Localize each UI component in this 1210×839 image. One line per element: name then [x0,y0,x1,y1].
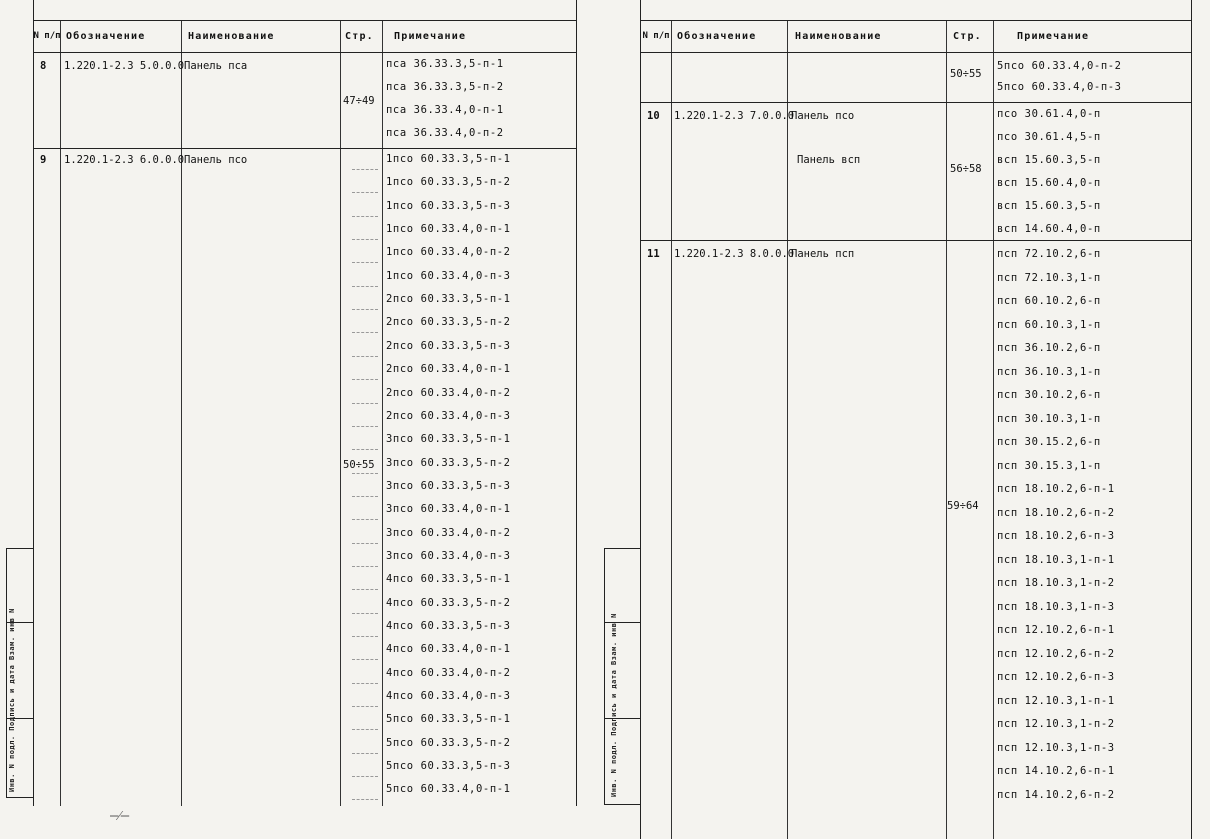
note-entry: псп 12.10.2,6-п-2 [997,647,1115,660]
note-entry: 4псо 60.33.3,5-п-1 [386,573,511,586]
dashed-separator [352,262,378,263]
row-designation: 1.220.1-2.3 7.0.0.0 [674,110,795,122]
row-name: Панель псо [791,110,855,122]
note-entry: псп 36.10.3,1-п [997,365,1101,378]
note-entry: 5псо 60.33.3,5-п-1 [386,713,511,726]
header-name: Наименование [795,30,882,42]
note-entry: псп 60.10.2,6-п [997,295,1101,307]
note-entry: псп 18.10.3,1-п-2 [997,577,1115,589]
dashed-separator [352,216,378,217]
note-entry: 1псо 60.33.4,0-п-3 [386,269,511,282]
note-entry: 5псо 60.33.4,0-п-1 [386,783,511,796]
dashed-separator [352,799,378,800]
note-entry: 4псо 60.33.3,5-п-3 [386,620,511,632]
row-name: Панель пса [184,60,248,72]
note-entry: 4псо 60.33.4,0-п-3 [386,690,511,703]
note-entry: пса 36.33.4,0-п-2 [386,127,504,139]
header-num: N п/п [33,31,61,41]
note-entry: 3псо 60.33.3,5-п-2 [386,456,511,469]
dashed-separator [352,473,378,474]
stamp-text: Инв. N подл. Подпись и дата Взам. инв N [8,608,16,792]
row-pages: 47÷49 [343,95,375,107]
note-entry: 1псо 60.33.3,5-п-1 [386,153,511,165]
note-entry: псо 30.61.4,5-п [997,131,1101,143]
note-entry: 5псо 60.33.3,5-п-3 [386,760,511,773]
note-entry: 3псо 60.33.4,0-п-3 [386,549,511,562]
note-entry: псп 30.10.2,6-п [997,389,1101,401]
note-entry: псо 30.61.4,0-п [997,108,1101,120]
row-pages: 50÷55 [950,68,982,80]
dashed-separator [352,356,378,357]
row-number: 9 [40,154,47,166]
note-entry: 3псо 60.33.3,5-п-3 [386,479,511,492]
note-entry: 5псо 60.33.4,0-п-3 [997,81,1122,93]
note-entry: 2псо 60.33.3,5-п-3 [386,339,511,352]
note-entry: псп 30.10.3,1-п [997,412,1101,425]
header-designation: Обозначение [677,30,757,42]
dashed-separator [352,729,378,730]
header-note: Примечание [394,30,467,42]
dashed-separator [352,403,378,404]
row-pages: 50÷55 [343,459,375,471]
dashed-separator [352,309,378,310]
dashed-separator [352,706,378,707]
note-entry: псп 14.10.2,6-п-2 [997,788,1115,801]
note-entry: псп 18.10.3,1-п-3 [997,600,1115,613]
note-entry: 1псо 60.33.3,5-п-2 [386,176,511,189]
note-entry: 3псо 60.33.4,0-п-1 [386,503,511,516]
note-entry: псп 18.10.2,6-п-1 [997,483,1115,495]
note-entry: пса 36.33.4,0-п-1 [386,104,504,116]
right-binding-stamp [582,0,640,839]
row-name: Панель псп [791,248,855,260]
header-note: Примечание [1017,30,1090,42]
note-entry: 4псо 60.33.3,5-п-2 [386,596,511,609]
note-entry: псп 12.10.3,1-п-2 [997,718,1115,730]
row-number: 8 [40,60,47,72]
row-name-secondary: Панель всп [797,154,861,166]
note-entry: 4псо 60.33.4,0-п-1 [386,643,511,656]
dashed-separator [352,543,378,544]
row-name: Панель псо [184,154,248,166]
stamp-text: Инв. N подл. Подпись и дата Взам. инв N [610,613,618,797]
row-number: 10 [647,110,660,122]
dashed-separator [352,753,378,754]
note-entry: псп 30.15.3,1-п [997,459,1101,472]
dashed-separator [352,613,378,614]
note-entry: пса 36.33.3,5-п-2 [386,81,504,93]
note-entry: 3псо 60.33.3,5-п-1 [386,433,511,446]
header-num: N п/п [642,31,670,41]
note-entry: 3псо 60.33.4,0-п-2 [386,526,511,539]
header-name: Наименование [188,30,275,42]
header-designation: Обозначение [66,30,146,42]
note-entry: псп 18.10.2,6-п-2 [997,506,1115,519]
note-entry: 4псо 60.33.4,0-п-2 [386,666,511,679]
note-entry: псп 18.10.2,6-п-3 [997,530,1115,542]
note-entry: 2псо 60.33.4,0-п-3 [386,409,511,422]
note-entry: всп 15.60.4,0-п [997,177,1101,189]
dashed-separator [352,239,378,240]
dashed-separator [352,683,378,684]
dashed-separator [352,496,378,497]
note-entry: псп 36.10.2,6-п [997,342,1101,354]
row-designation: 1.220.1-2.3 5.0.0.0 [64,60,185,72]
dashed-separator [352,192,378,193]
dashed-separator [352,636,378,637]
left-page [33,0,577,806]
dashed-separator [352,449,378,450]
dashed-separator [352,659,378,660]
row-number: 11 [647,248,660,260]
note-entry: 2псо 60.33.4,0-п-1 [386,363,511,376]
note-entry: всп 15.60.3,5-п [997,200,1101,212]
row-pages: 59÷64 [947,500,979,512]
left-binding-stamp [0,0,33,839]
note-entry: 5псо 60.33.3,5-п-2 [386,736,511,749]
dashed-separator [352,286,378,287]
handwritten-mark: —⁄— [110,808,130,824]
note-entry: пса 36.33.3,5-п-1 [386,58,504,70]
note-entry: псп 12.10.3,1-п-3 [997,741,1115,754]
note-entry: всп 14.60.4,0-п [997,223,1101,235]
header-page: Стр. [953,30,982,42]
header-page: Стр. [345,30,374,42]
note-entry: 5псо 60.33.4,0-п-2 [997,60,1122,72]
note-entry: псп 12.10.3,1-п-1 [997,694,1115,707]
note-entry: 2псо 60.33.3,5-п-1 [386,293,511,306]
note-entry: 1псо 60.33.3,5-п-3 [386,199,511,212]
note-entry: 1псо 60.33.4,0-п-1 [386,223,511,236]
note-entry: псп 12.10.2,6-п-1 [997,624,1115,636]
note-entry: псп 60.10.3,1-п [997,318,1101,331]
note-entry: 2псо 60.33.4,0-п-2 [386,386,511,399]
note-entry: псп 18.10.3,1-п-1 [997,553,1115,566]
dashed-separator [352,169,378,170]
note-entry: 2псо 60.33.3,5-п-2 [386,316,511,329]
dashed-separator [352,776,378,777]
note-entry: всп 15.60.3,5-п [997,154,1101,166]
note-entry: псп 72.10.3,1-п [997,271,1101,284]
note-entry: псп 72.10.2,6-п [997,248,1101,260]
row-pages: 56÷58 [950,163,982,175]
dashed-separator [352,379,378,380]
dashed-separator [352,589,378,590]
dashed-separator [352,566,378,567]
dashed-separator [352,426,378,427]
note-entry: псп 14.10.2,6-п-1 [997,765,1115,777]
row-designation: 1.220.1-2.3 6.0.0.0 [64,154,185,166]
note-entry: 1псо 60.33.4,0-п-2 [386,246,511,259]
row-designation: 1.220.1-2.3 8.0.0.0 [674,248,795,260]
note-entry: псп 12.10.2,6-п-3 [997,671,1115,683]
dashed-separator [352,519,378,520]
right-page [640,0,1192,839]
note-entry: псп 30.15.2,6-п [997,436,1101,448]
dashed-separator [352,332,378,333]
